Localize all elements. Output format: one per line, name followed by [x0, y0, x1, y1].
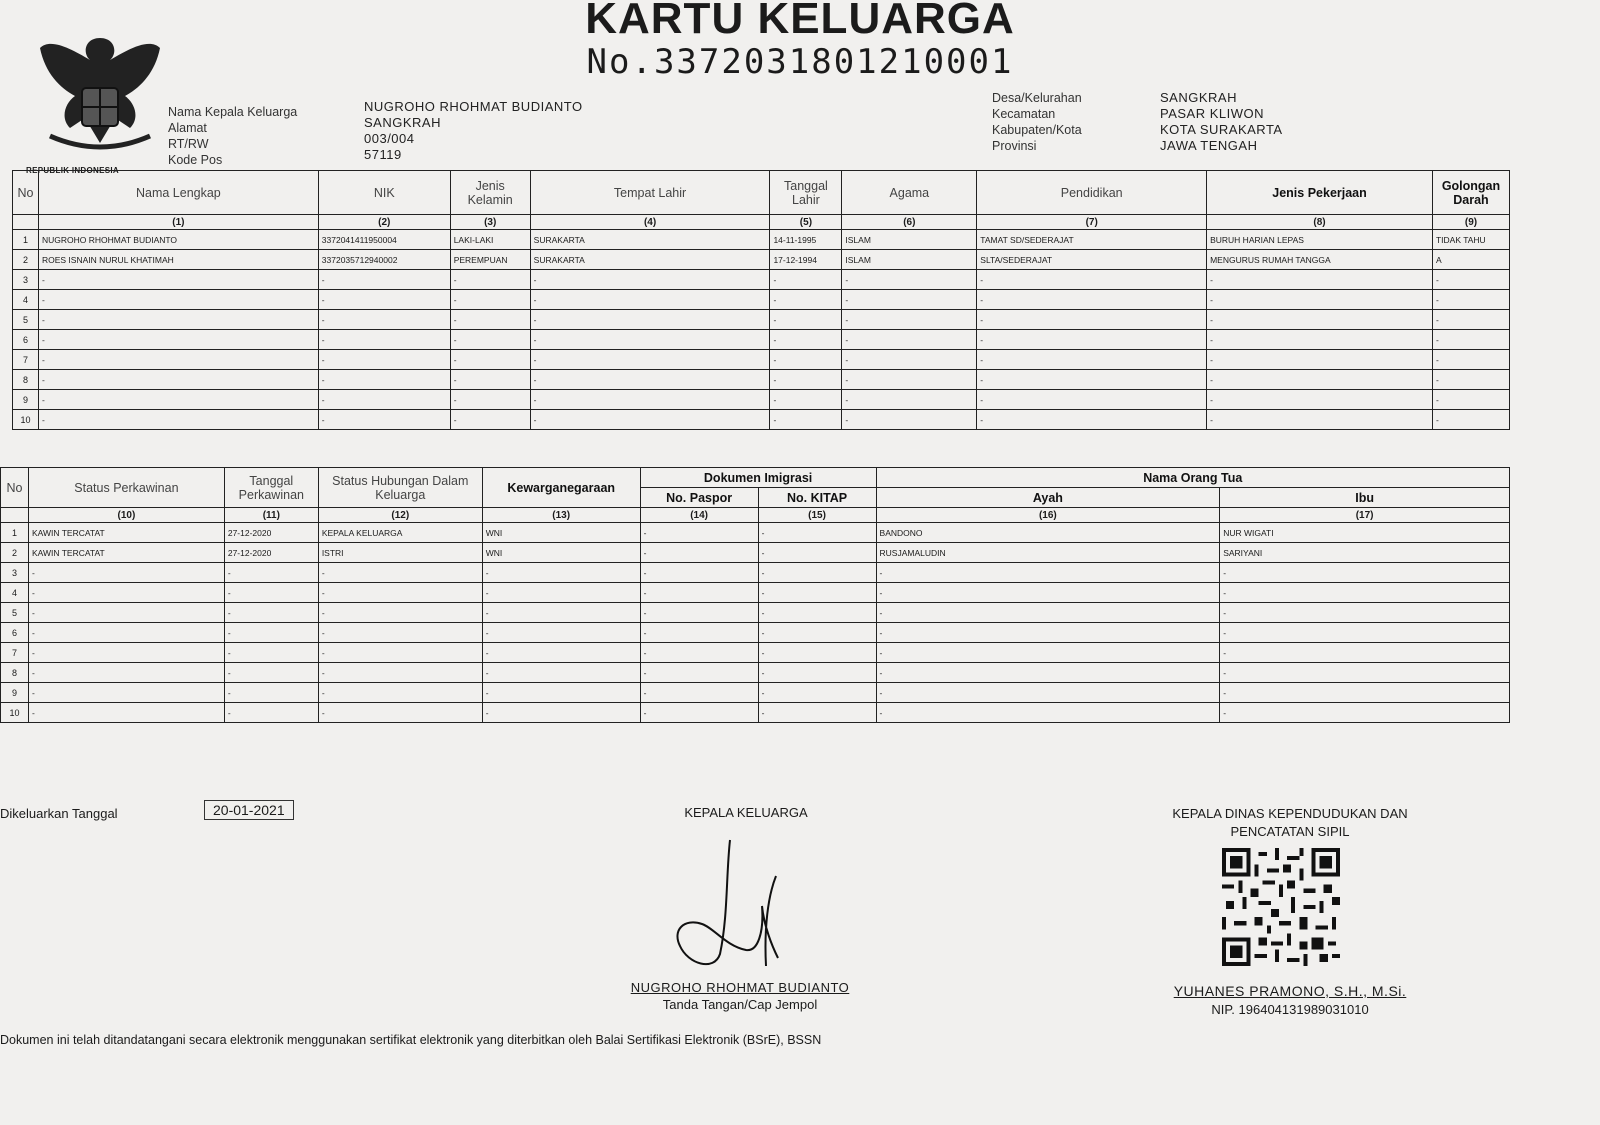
header-nama: Nama Lengkap	[38, 171, 318, 215]
table-cell: -	[1220, 623, 1510, 643]
header-status-hubungan: Status Hubungan Dalam Keluarga	[318, 468, 482, 508]
header-no: No	[13, 171, 39, 215]
table-cell: -	[758, 643, 876, 663]
table-cell: -	[1220, 643, 1510, 663]
table-cell: -	[38, 370, 318, 390]
table-cell: -	[758, 543, 876, 563]
table-cell: -	[28, 563, 224, 583]
table-cell: 4	[13, 290, 39, 310]
table-cell: -	[318, 643, 482, 663]
table-cell: -	[450, 390, 530, 410]
table-cell: -	[758, 703, 876, 723]
table-row	[13, 250, 1510, 270]
marital-parents-table	[0, 467, 1510, 723]
table-cell: -	[38, 390, 318, 410]
table-cell: -	[318, 330, 450, 350]
table-cell: TAMAT SD/SEDERAJAT	[977, 230, 1207, 250]
table-cell: -	[977, 350, 1207, 370]
table-row	[13, 310, 1510, 330]
head-caption: Tanda Tangan/Cap Jempol	[662, 997, 818, 1012]
table-cell: NUR WIGATI	[1220, 523, 1510, 543]
table-cell: -	[1220, 603, 1510, 623]
official-nip: NIP. 196404131989031010	[1211, 1002, 1369, 1017]
table-cell: 6	[1, 623, 29, 643]
header-pendidikan: Pendidikan	[977, 171, 1207, 215]
table-cell: -	[318, 623, 482, 643]
kk-number: No.3372031801210001	[586, 42, 1014, 82]
table-cell: -	[1207, 290, 1433, 310]
header-left-values	[364, 99, 744, 163]
table-cell: -	[1432, 330, 1509, 350]
table-cell: -	[450, 290, 530, 310]
header-left-labels	[168, 104, 358, 168]
table-cell: 2	[13, 250, 39, 270]
table-row	[1, 623, 1510, 643]
table-cell: 3	[13, 270, 39, 290]
head-signature	[668, 836, 808, 976]
header-dokumen-imigrasi: Dokumen Imigrasi	[640, 468, 876, 488]
table-cell: -	[876, 663, 1220, 683]
table-cell: -	[758, 603, 876, 623]
table-cell: -	[318, 290, 450, 310]
official-title-2: PENCATATAN SIPIL	[1230, 824, 1350, 839]
table-row	[13, 410, 1510, 430]
colnum-12: (12)	[318, 508, 482, 523]
colnum-14: (14)	[640, 508, 758, 523]
table-cell: -	[1207, 370, 1433, 390]
head-name: NUGROHO RHOHMAT BUDIANTO	[630, 980, 850, 995]
table-cell: ISLAM	[842, 250, 977, 270]
table-cell: -	[1220, 703, 1510, 723]
table-cell: -	[876, 623, 1220, 643]
table-cell: -	[1432, 270, 1509, 290]
table-cell: -	[1220, 583, 1510, 603]
table-cell: KEPALA KELUARGA	[318, 523, 482, 543]
table-cell: -	[28, 663, 224, 683]
table-cell: -	[1432, 390, 1509, 410]
table-cell: -	[770, 350, 842, 370]
table-cell: -	[530, 310, 770, 330]
table-cell: -	[482, 583, 640, 603]
table-cell: 7	[1, 643, 29, 663]
table-cell: -	[224, 623, 318, 643]
table-cell: -	[28, 603, 224, 623]
header-golongan-darah: Golongan Darah	[1432, 171, 1509, 215]
table-cell: -	[977, 310, 1207, 330]
table-cell: -	[224, 703, 318, 723]
table-cell: -	[450, 310, 530, 330]
table-cell: 27-12-2020	[224, 543, 318, 563]
header-ayah: Ayah	[876, 488, 1220, 508]
table-cell: -	[38, 270, 318, 290]
table-cell: -	[482, 683, 640, 703]
table-cell: -	[318, 603, 482, 623]
table-cell: MENGURUS RUMAH TANGGA	[1207, 250, 1433, 270]
table-cell: -	[977, 270, 1207, 290]
table-cell: -	[640, 663, 758, 683]
table-cell: -	[770, 290, 842, 310]
table-cell: -	[318, 350, 450, 370]
table-cell: -	[1207, 410, 1433, 430]
table-cell: -	[842, 370, 977, 390]
value-kodepos: 57119	[364, 147, 402, 162]
table-cell: -	[482, 663, 640, 683]
table-cell: A	[1432, 250, 1509, 270]
table-cell: -	[1432, 410, 1509, 430]
label-provinsi: Provinsi	[992, 139, 1037, 153]
table-cell: -	[224, 563, 318, 583]
table-cell: -	[842, 410, 977, 430]
table-row	[1, 523, 1510, 543]
column-number-row-2	[1, 508, 1510, 523]
table-cell: ISTRI	[318, 543, 482, 563]
colnum-9: (9)	[1432, 215, 1509, 230]
table-cell: -	[28, 643, 224, 663]
header2-no: No	[1, 468, 29, 508]
value-alamat: SANGKRAH	[364, 115, 441, 130]
table-cell: -	[224, 583, 318, 603]
table-cell: -	[977, 290, 1207, 310]
table-cell: -	[1207, 390, 1433, 410]
table-cell: BANDONO	[876, 523, 1220, 543]
table-row	[13, 370, 1510, 390]
table-cell: -	[482, 643, 640, 663]
table-row	[1, 563, 1510, 583]
value-kecamatan: PASAR KLIWON	[1160, 106, 1265, 121]
table-cell: -	[530, 290, 770, 310]
table-cell: 6	[13, 330, 39, 350]
table-cell: -	[640, 683, 758, 703]
table-cell: -	[224, 643, 318, 663]
table-cell: -	[640, 643, 758, 663]
colnum-2: (2)	[318, 215, 450, 230]
table-cell: -	[1207, 310, 1433, 330]
table-cell: -	[38, 330, 318, 350]
table-cell: TIDAK TAHU	[1432, 230, 1509, 250]
table-cell: -	[530, 330, 770, 350]
table-row	[13, 290, 1510, 310]
table-row	[1, 663, 1510, 683]
table-cell: 4	[1, 583, 29, 603]
value-provinsi: JAWA TENGAH	[1160, 138, 1258, 153]
table-cell: -	[318, 703, 482, 723]
label-kepala: Nama Kepala Keluarga	[168, 105, 298, 119]
table-cell: ROES ISNAIN NURUL KHATIMAH	[38, 250, 318, 270]
table-cell: SARIYANI	[1220, 543, 1510, 563]
header-right-values	[1160, 90, 1410, 154]
table-cell: -	[318, 410, 450, 430]
table-cell: -	[38, 310, 318, 330]
colnum-10: (10)	[28, 508, 224, 523]
label-desa: Desa/Kelurahan	[992, 91, 1082, 105]
table-cell: 3372041411950004	[318, 230, 450, 250]
header-ibu: Ibu	[1220, 488, 1510, 508]
table-cell: WNI	[482, 523, 640, 543]
table-cell: -	[977, 370, 1207, 390]
table-cell: -	[640, 563, 758, 583]
colnum-6: (6)	[842, 215, 977, 230]
colnum-7: (7)	[977, 215, 1207, 230]
table-cell: -	[842, 390, 977, 410]
table-cell: -	[450, 350, 530, 370]
table-row	[1, 703, 1510, 723]
table-cell: -	[224, 683, 318, 703]
table-cell: -	[318, 390, 450, 410]
header-jenis-kelamin: Jenis Kelamin	[450, 171, 530, 215]
table-cell: -	[530, 270, 770, 290]
table-cell: -	[1432, 290, 1509, 310]
colnum-11: (11)	[224, 508, 318, 523]
table-cell: -	[482, 563, 640, 583]
table-cell: ISLAM	[842, 230, 977, 250]
table-cell: -	[1207, 350, 1433, 370]
table-cell: -	[876, 643, 1220, 663]
header-pekerjaan: Jenis Pekerjaan	[1207, 171, 1433, 215]
colnum-4: (4)	[530, 215, 770, 230]
header-right-labels	[992, 90, 1142, 154]
table-cell: -	[770, 370, 842, 390]
table-cell: -	[38, 410, 318, 430]
table-cell: -	[1207, 270, 1433, 290]
table-cell: -	[1432, 310, 1509, 330]
table-cell: -	[450, 330, 530, 350]
table-cell: -	[640, 603, 758, 623]
table-cell: -	[1220, 683, 1510, 703]
table-cell: -	[28, 623, 224, 643]
issued-date: 20-01-2021	[204, 800, 294, 820]
table-cell: -	[977, 410, 1207, 430]
colnum-17: (17)	[1220, 508, 1510, 523]
table-cell: -	[1207, 330, 1433, 350]
table-row	[1, 603, 1510, 623]
table-cell: -	[224, 663, 318, 683]
header-nama-orang-tua: Nama Orang Tua	[876, 468, 1509, 488]
header-status-perkawinan: Status Perkawinan	[28, 468, 224, 508]
label-kabupaten: Kabupaten/Kota	[992, 123, 1082, 137]
label-rtrw: RT/RW	[168, 137, 209, 151]
official-title-1: KEPALA DINAS KEPENDUDUKAN DAN	[1172, 806, 1408, 821]
header-tanggal-perkawinan: Tanggal Perkawinan	[224, 468, 318, 508]
table-cell: -	[770, 310, 842, 330]
table-cell: -	[1220, 563, 1510, 583]
document-title: KARTU KELUARGA	[585, 0, 1015, 43]
table-cell: -	[318, 683, 482, 703]
table-cell: -	[530, 350, 770, 370]
colnum-3: (3)	[450, 215, 530, 230]
table-cell: -	[842, 330, 977, 350]
table-cell: -	[318, 310, 450, 330]
table-cell: -	[842, 350, 977, 370]
table-row	[13, 230, 1510, 250]
table-cell: -	[28, 703, 224, 723]
table-cell: -	[876, 703, 1220, 723]
official-name: YUHANES PRAMONO, S.H., M.Si.	[1173, 983, 1407, 999]
table-cell: -	[450, 270, 530, 290]
label-kodepos: Kode Pos	[168, 153, 223, 167]
table-cell: -	[530, 370, 770, 390]
label-alamat: Alamat	[168, 121, 207, 135]
header-tanggal-lahir: Tanggal Lahir	[770, 171, 842, 215]
table-cell: -	[28, 683, 224, 703]
table-cell: -	[758, 583, 876, 603]
table-cell: -	[770, 410, 842, 430]
table-cell: -	[482, 703, 640, 723]
table-row	[13, 350, 1510, 370]
table-cell: 17-12-1994	[770, 250, 842, 270]
table-cell: SURAKARTA	[530, 250, 770, 270]
header-paspor: No. Paspor	[640, 488, 758, 508]
table-cell: -	[640, 543, 758, 563]
colnum-16: (16)	[876, 508, 1220, 523]
table-cell: 8	[13, 370, 39, 390]
header-kitap: No. KITAP	[758, 488, 876, 508]
header-agama: Agama	[842, 171, 977, 215]
table-cell: -	[758, 683, 876, 703]
table-cell: 1	[1, 523, 29, 543]
table-cell: -	[530, 410, 770, 430]
table-cell: -	[770, 390, 842, 410]
table-cell: -	[977, 330, 1207, 350]
table-cell: 10	[1, 703, 29, 723]
table-cell: -	[224, 603, 318, 623]
table-cell: BURUH HARIAN LEPAS	[1207, 230, 1433, 250]
table-cell: KAWIN TERCATAT	[28, 543, 224, 563]
colnum-13: (13)	[482, 508, 640, 523]
table-cell: -	[1432, 350, 1509, 370]
table-row	[13, 390, 1510, 410]
table-row	[13, 330, 1510, 350]
table-cell: -	[640, 623, 758, 643]
table-cell: 2	[1, 543, 29, 563]
table-cell: WNI	[482, 543, 640, 563]
table-cell: KAWIN TERCATAT	[28, 523, 224, 543]
table-cell: -	[318, 663, 482, 683]
colnum-1: (1)	[38, 215, 318, 230]
value-rtrw: 003/004	[364, 131, 415, 146]
table-cell: -	[482, 603, 640, 623]
table-cell: NUGROHO RHOHMAT BUDIANTO	[38, 230, 318, 250]
table-cell: -	[640, 523, 758, 543]
value-kabupaten: KOTA SURAKARTA	[1160, 122, 1283, 137]
table-cell: -	[530, 390, 770, 410]
table-cell: 14-11-1995	[770, 230, 842, 250]
header-nik: NIK	[318, 171, 450, 215]
table-row	[1, 583, 1510, 603]
table-cell: -	[640, 703, 758, 723]
table-cell: -	[758, 623, 876, 643]
colnum-5: (5)	[770, 215, 842, 230]
table-cell: 1	[13, 230, 39, 250]
table-cell: -	[318, 563, 482, 583]
table-cell: 8	[1, 663, 29, 683]
table-cell: -	[318, 583, 482, 603]
table-cell: -	[1220, 663, 1510, 683]
table-cell: -	[842, 270, 977, 290]
table-row	[1, 543, 1510, 563]
table-cell: 7	[13, 350, 39, 370]
colnum-15: (15)	[758, 508, 876, 523]
header-tempat-lahir: Tempat Lahir	[530, 171, 770, 215]
table-cell: -	[977, 390, 1207, 410]
table-cell: -	[38, 350, 318, 370]
table-cell: -	[876, 563, 1220, 583]
table-cell: SLTA/SEDERAJAT	[977, 250, 1207, 270]
table-cell: PEREMPUAN	[450, 250, 530, 270]
head-title: KEPALA KELUARGA	[684, 805, 808, 820]
table-cell: -	[876, 583, 1220, 603]
table-cell: LAKI-LAKI	[450, 230, 530, 250]
table-row	[1, 643, 1510, 663]
table-cell: 5	[1, 603, 29, 623]
table-cell: 5	[13, 310, 39, 330]
garuda-emblem-icon	[30, 18, 170, 178]
label-kecamatan: Kecamatan	[992, 107, 1056, 121]
table-cell: -	[758, 563, 876, 583]
table-cell: -	[770, 330, 842, 350]
table-cell: -	[482, 623, 640, 643]
table-cell: -	[640, 583, 758, 603]
table-cell: -	[770, 270, 842, 290]
table-cell: -	[318, 270, 450, 290]
table-cell: -	[876, 603, 1220, 623]
table-cell: 27-12-2020	[224, 523, 318, 543]
table-row	[13, 270, 1510, 290]
table-cell: -	[842, 290, 977, 310]
header-kewarganegaraan: Kewarganegaraan	[482, 468, 640, 508]
colnum-8: (8)	[1207, 215, 1433, 230]
table-cell: -	[450, 370, 530, 390]
value-desa: SANGKRAH	[1160, 90, 1237, 105]
table-cell: RUSJAMALUDIN	[876, 543, 1220, 563]
table-cell: -	[38, 290, 318, 310]
emblem-caption: REPUBLIK INDONESIA	[26, 166, 119, 175]
table-cell: -	[450, 410, 530, 430]
table-cell: 9	[13, 390, 39, 410]
table-cell: -	[28, 583, 224, 603]
family-members-table	[12, 170, 1510, 430]
electronic-signature-notice: Dokumen ini telah ditandatangani secara elektronik menggunakan sertifikat elektronik yang diterbitkan oleh Balai Sertifikasi Elektronik (BSrE), BSSN	[0, 1033, 822, 1047]
table-row	[1, 683, 1510, 703]
table-cell: -	[318, 370, 450, 390]
table-cell: 3372035712940002	[318, 250, 450, 270]
value-kepala: NUGROHO RHOHMAT BUDIANTO	[364, 99, 583, 114]
table-cell: SURAKARTA	[530, 230, 770, 250]
table-cell: -	[1432, 370, 1509, 390]
column-number-row	[13, 215, 1510, 230]
table-cell: -	[758, 663, 876, 683]
table-cell: -	[758, 523, 876, 543]
issued-label: Dikeluarkan Tanggal	[0, 806, 118, 821]
table-cell: 10	[13, 410, 39, 430]
table-cell: 9	[1, 683, 29, 703]
table-cell: 3	[1, 563, 29, 583]
table-cell: -	[876, 683, 1220, 703]
qr-code-icon	[1222, 848, 1340, 966]
table-cell: -	[842, 310, 977, 330]
